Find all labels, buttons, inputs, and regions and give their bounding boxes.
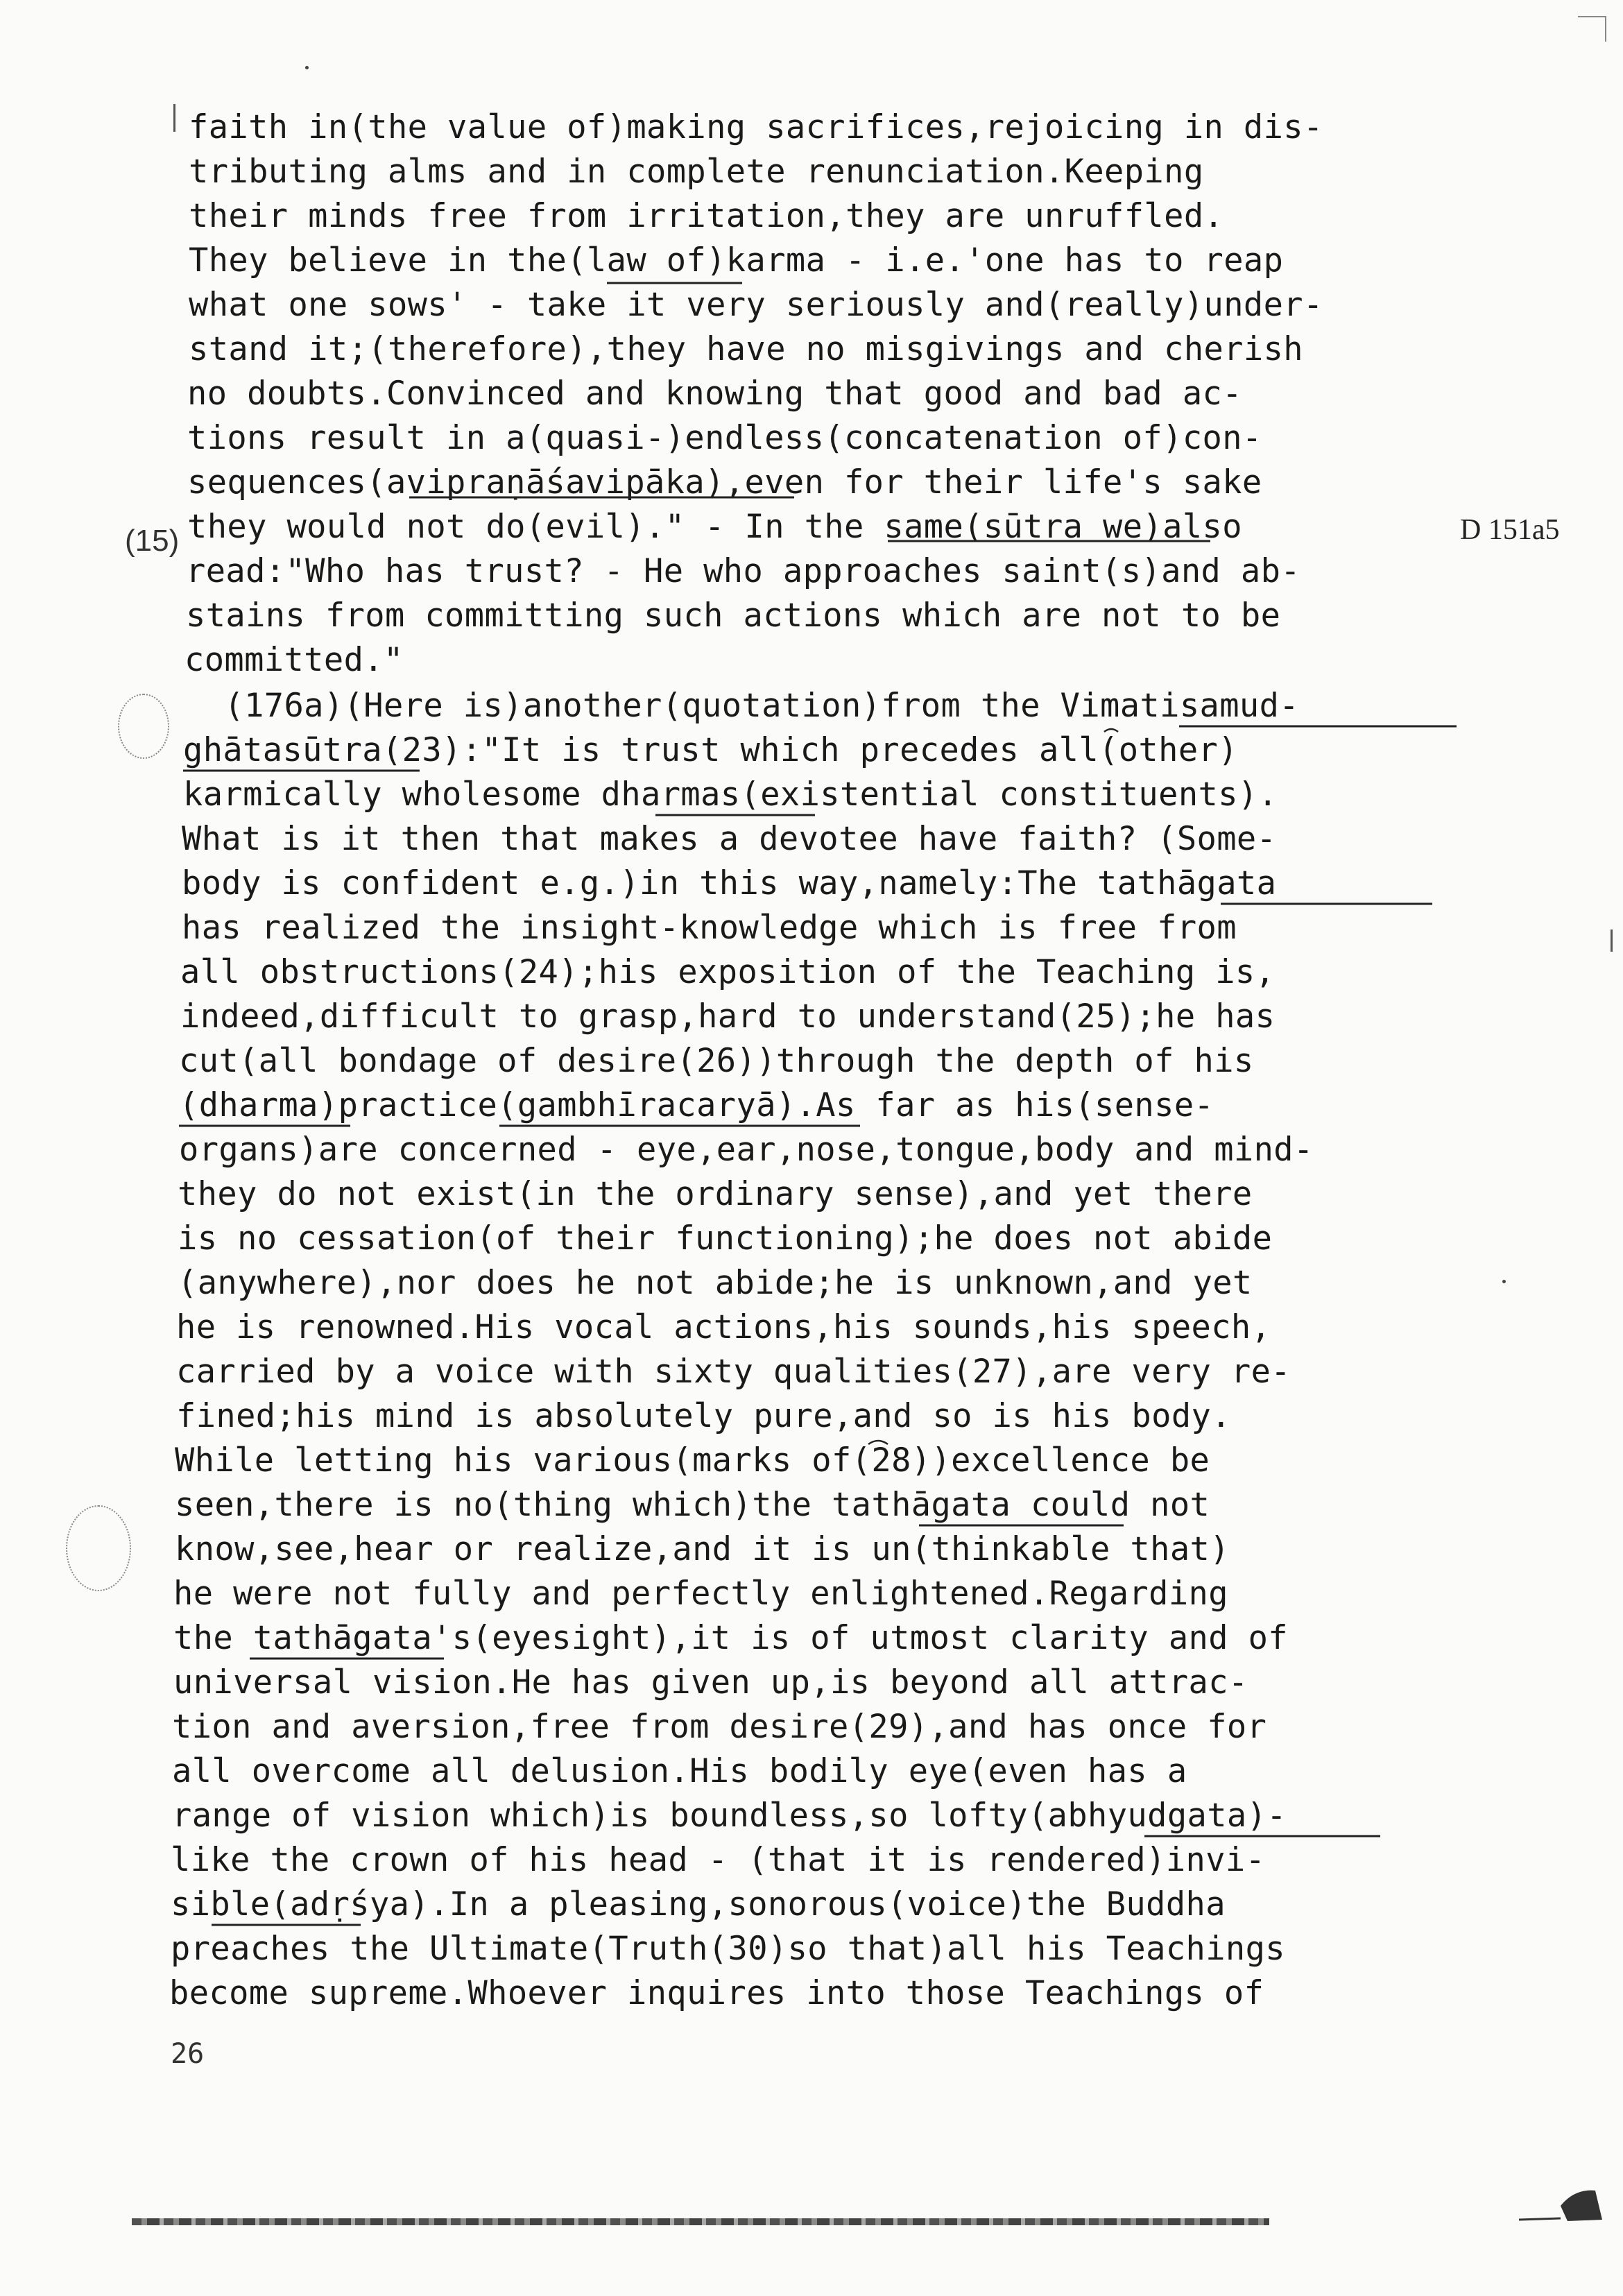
text-line: they would not do(evil)." - In the same(sūtra we)also bbox=[187, 508, 1242, 546]
punch-hole-mark bbox=[66, 1505, 131, 1591]
text-line: all overcome all delusion.His bodily eye(even has a bbox=[172, 1752, 1187, 1790]
text-line: what one sows' - take it very seriously and(really)under- bbox=[189, 286, 1323, 324]
text-line: What is it then that makes a devotee have faith? (Some- bbox=[182, 820, 1277, 858]
text-line: tions result in a(quasi-)endless(concatenation of)con- bbox=[187, 419, 1262, 457]
text-line: the tathāgata's(eyesight),it is of utmost clarity and of bbox=[173, 1619, 1288, 1657]
text-line: ghātasūtra(23):"It is trust which precedes all(other) bbox=[183, 731, 1238, 769]
text-line: know,see,hear or realize,and it is un(thinkable that) bbox=[175, 1530, 1230, 1568]
text-line: They believe in the(law of)karma - i.e.'one has to reap bbox=[189, 241, 1284, 280]
scan-edge-strip bbox=[132, 2218, 1269, 2225]
punch-hole-mark bbox=[118, 694, 169, 759]
text-line: stains from committing such actions which are not to be bbox=[186, 597, 1281, 635]
speck bbox=[305, 66, 309, 69]
text-line: read:"Who has trust? - He who approaches saint(s)and ab- bbox=[186, 552, 1300, 590]
corner-smudge bbox=[1519, 2185, 1609, 2227]
text-line: fined;his mind is absolutely pure,and so is his body. bbox=[176, 1397, 1231, 1435]
text-line: he is renowned.His vocal actions,his sounds,his speech, bbox=[176, 1308, 1271, 1346]
text-line: sible(adṛśya).In a pleasing,sonorous(voice)the Buddha bbox=[171, 1885, 1226, 1924]
page-number: 26 bbox=[171, 2038, 205, 2070]
text-line: (176a)(Here is)another(quotation)from the Vimatisamud- bbox=[184, 687, 1299, 725]
text-line: faith in(the value of)making sacrifices,rejoicing in dis- bbox=[189, 108, 1323, 146]
text-line: While letting his various(marks of(28))excellence be bbox=[175, 1441, 1210, 1480]
text-line: become supreme.Whoever inquires into those Teachings of bbox=[169, 1974, 1264, 2012]
text-line: cut(all bondage of desire(26))through the depth of his bbox=[179, 1042, 1254, 1080]
text-line: indeed,difficult to grasp,hard to understand(25);he has bbox=[180, 997, 1276, 1036]
margin-reference-note: D 151a5 bbox=[1460, 514, 1560, 546]
text-line: tion and aversion,free from desire(29),and has once for bbox=[172, 1708, 1267, 1746]
text-line: (anywhere),nor does he not abide;he is unknown,and yet bbox=[178, 1264, 1253, 1302]
margin-tick bbox=[173, 104, 175, 132]
text-line: seen,there is no(thing which)the tathāgata could not bbox=[175, 1486, 1210, 1524]
text-line: stand it;(therefore),they have no misgivings and cherish bbox=[189, 330, 1303, 368]
text-line: (dharma)practice(gambhīracaryā).As far as his(sense- bbox=[179, 1086, 1214, 1124]
text-line: he were not fully and perfectly enlightened.Regarding bbox=[173, 1575, 1228, 1613]
text-line: range of vision which)is boundless,so lofty(abhyudgata)- bbox=[172, 1797, 1287, 1835]
text-line: all obstructions(24);his exposition of the Teaching is, bbox=[180, 953, 1276, 991]
text-line: they do not exist(in the ordinary sense),and yet there bbox=[178, 1175, 1253, 1213]
text-line: preaches the Ultimate(Truth(30)so that)all his Teachings bbox=[171, 1930, 1285, 1968]
corner-bracket-mark bbox=[1578, 14, 1609, 42]
text-line: carried by a voice with sixty qualities(27),are very re- bbox=[176, 1353, 1291, 1391]
text-line: like the crown of his head - (that it is rendered)invi- bbox=[171, 1841, 1266, 1879]
text-line: universal vision.He has given up,is beyond all attrac- bbox=[173, 1663, 1248, 1702]
text-line: karmically wholesome dharmas(existential constituents). bbox=[183, 776, 1278, 814]
text-line: their minds free from irritation,they are unruffled. bbox=[189, 197, 1224, 235]
text-line: organs)are concerned - eye,ear,nose,tongue,body and mind- bbox=[179, 1131, 1314, 1169]
margin-paren-mark: (15) bbox=[125, 524, 180, 558]
text-line: no doubts.Convinced and knowing that good and bad ac- bbox=[187, 375, 1242, 413]
text-line: body is confident e.g.)in this way,namely:The tathāgata bbox=[182, 864, 1277, 902]
margin-tick bbox=[1611, 929, 1613, 952]
text-line: has realized the insight-knowledge which is free from bbox=[182, 909, 1237, 947]
text-line: sequences(avipraṇāśavipāka),even for their life's sake bbox=[187, 463, 1262, 502]
speck bbox=[1502, 1280, 1506, 1283]
text-line: tributing alms and in complete renunciation.Keeping bbox=[189, 153, 1204, 191]
text-line: is no cessation(of their functioning);he does not abide bbox=[178, 1219, 1273, 1258]
text-line: committed." bbox=[184, 641, 404, 679]
